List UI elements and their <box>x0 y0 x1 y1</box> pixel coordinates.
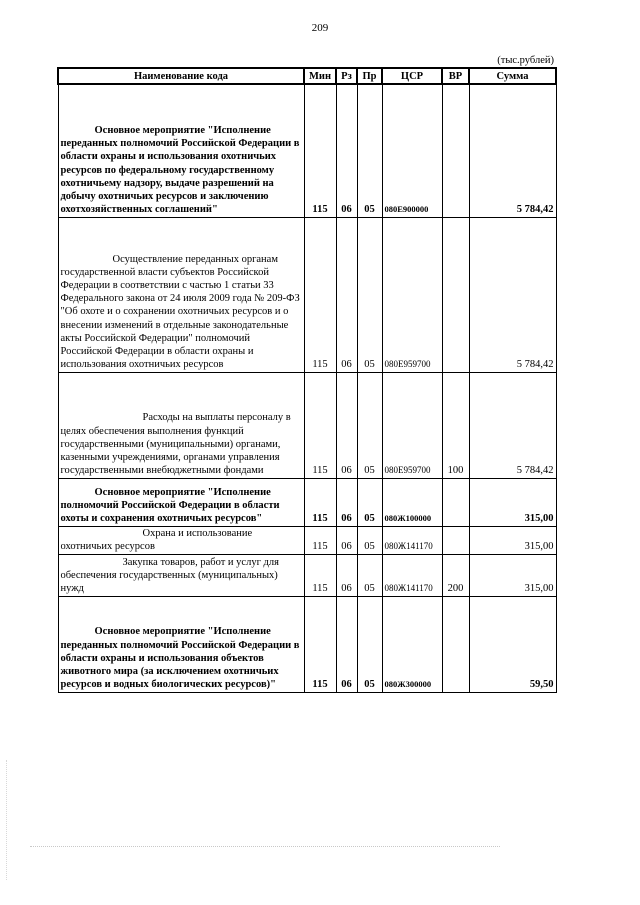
unit-note: (тыс.рублей) <box>497 55 554 66</box>
row-min: 115 <box>304 554 336 596</box>
row-sum: 59,50 <box>469 596 556 692</box>
row-vr <box>442 596 469 692</box>
row-rz: 06 <box>336 217 357 372</box>
table-header-row <box>58 68 556 84</box>
row-vr <box>442 217 469 372</box>
row-pr: 05 <box>357 217 382 372</box>
row-rz: 06 <box>336 596 357 692</box>
row-csr: 080Ж141170 <box>382 526 442 554</box>
row-sum: 315,00 <box>469 526 556 554</box>
row-min: 115 <box>304 596 336 692</box>
row-vr <box>442 84 469 217</box>
row-rz: 06 <box>336 372 357 478</box>
header-rz: Рз <box>336 68 357 84</box>
row-csr: 080Е900000 <box>382 84 442 217</box>
table-row <box>58 84 556 217</box>
row-sum: 315,00 <box>469 478 556 526</box>
row-pr: 05 <box>357 84 382 217</box>
row-pr: 05 <box>357 526 382 554</box>
row-vr <box>442 526 469 554</box>
scan-artifact-line <box>30 846 500 848</box>
row-sum: 5 784,42 <box>469 372 556 478</box>
row-rz: 06 <box>336 554 357 596</box>
row-sum: 5 784,42 <box>469 84 556 217</box>
table-row <box>58 526 556 554</box>
row-vr <box>442 478 469 526</box>
header-sum: Сумма <box>469 68 556 84</box>
page-number: 209 <box>311 22 329 34</box>
row-vr: 200 <box>442 554 469 596</box>
row-vr: 100 <box>442 372 469 478</box>
header-csr: ЦСР <box>382 68 442 84</box>
row-min: 115 <box>304 84 336 217</box>
table-row <box>58 217 556 372</box>
row-name: Основное мероприятие "Исполнение полномочий Российской Федерации в области охоты и сохранения охотничьих ресурсов" <box>58 478 304 526</box>
row-pr: 05 <box>357 554 382 596</box>
row-csr: 080Е959700 <box>382 372 442 478</box>
table-row <box>58 478 556 526</box>
row-sum: 5 784,42 <box>469 217 556 372</box>
row-sum: 315,00 <box>469 554 556 596</box>
header-vr: ВР <box>442 68 469 84</box>
header-pr: Пр <box>357 68 382 84</box>
row-name: Закупка товаров, работ и услуг для обеспечения государственных (муниципальных) нужд <box>58 554 304 596</box>
row-csr: 080Ж141170 <box>382 554 442 596</box>
row-min: 115 <box>304 526 336 554</box>
row-rz: 06 <box>336 84 357 217</box>
row-min: 115 <box>304 478 336 526</box>
row-rz: 06 <box>336 478 357 526</box>
row-min: 115 <box>304 372 336 478</box>
row-name: Осуществление переданных органам государственной власти субъектов Российской Федерации в соответствии с частью 1 статьи 33 Федерального закона от 24 июля 2009 года № 209-ФЗ "Об охоте и о сохранении охотничьих ресурсов и о внесении изменений в отдельные законодательные акты Российской Федерации" полномочий Российской Федерации в области охраны и использования охотничьих ресурсов <box>58 217 304 372</box>
row-name: Охрана и использование охотничьих ресурсов <box>58 526 304 554</box>
header-name: Наименование кода <box>58 68 304 84</box>
row-rz: 06 <box>336 526 357 554</box>
row-pr: 05 <box>357 478 382 526</box>
row-pr: 05 <box>357 596 382 692</box>
budget-table <box>57 67 557 693</box>
table-row <box>58 596 556 692</box>
row-csr: 080Ж100000 <box>382 478 442 526</box>
row-name: Расходы на выплаты персоналу в целях обеспечения выполнения функций государственными (муниципальными) органами, казенными учреждениями, органами управления государственными внебюджетными фондами <box>58 372 304 478</box>
row-min: 115 <box>304 217 336 372</box>
scan-artifact-margin <box>6 760 8 880</box>
row-csr: 080Е959700 <box>382 217 442 372</box>
header-min: Мин <box>304 68 336 84</box>
row-pr: 05 <box>357 372 382 478</box>
table-row <box>58 372 556 478</box>
row-name: Основное мероприятие "Исполнение переданных полномочий Российской Федерации в области охраны и использования объектов животного мира (за исключением охотничьих ресурсов и водных биологических ресурсов)" <box>58 596 304 692</box>
table-row <box>58 554 556 596</box>
row-csr: 080Ж300000 <box>382 596 442 692</box>
row-name: Основное мероприятие "Исполнение переданных полномочий Российской Федерации в области охраны и использования охотничьих ресурсов по федеральному государственному охотничьему надзору, выдаче разрешений на добычу охотничьих ресурсов и заключению охотхозяйственных соглашений" <box>58 84 304 217</box>
